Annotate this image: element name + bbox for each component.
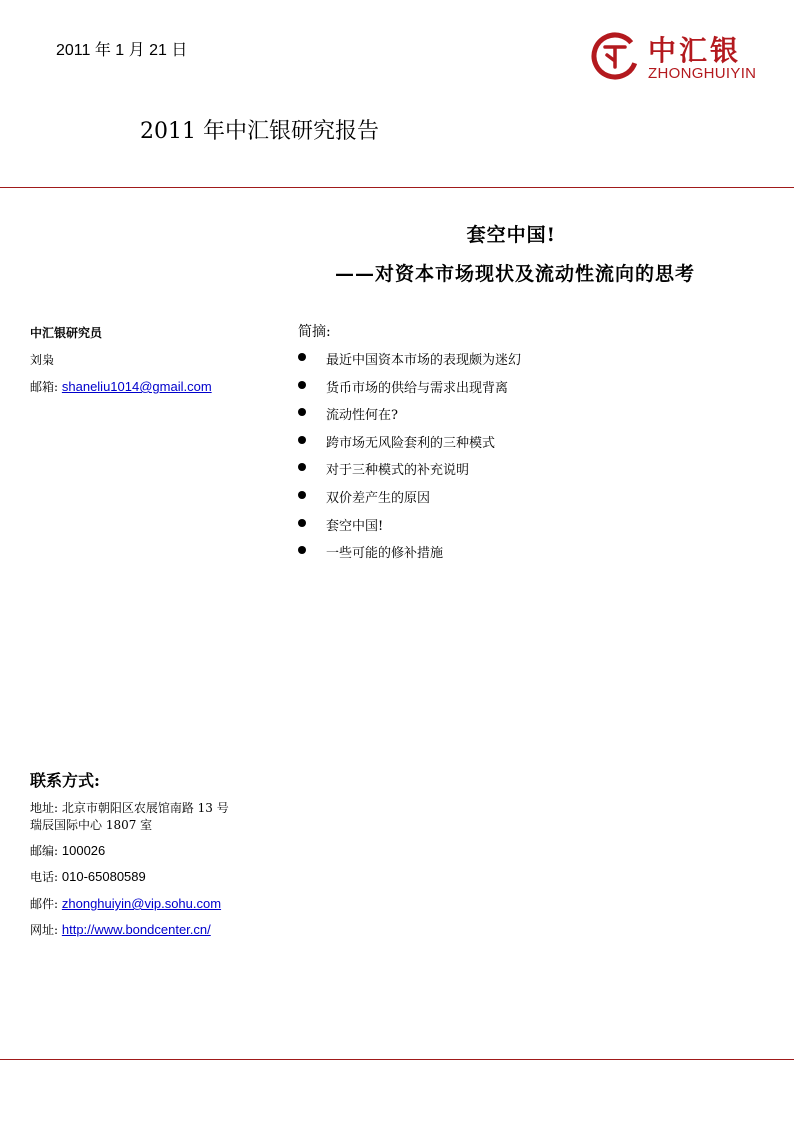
- web-label: 网址:: [30, 923, 59, 937]
- author-email-row: [30, 378, 212, 395]
- abstract-item-text: 货币市场的供给与需求出现背离: [326, 380, 509, 396]
- zip-value: 100026: [61, 843, 106, 858]
- bullet-icon: [298, 463, 306, 471]
- abstract-item-text: 一些可能的修补措施: [326, 546, 444, 562]
- abstract-item-text: 对于三种模式的补充说明: [326, 463, 470, 479]
- abstract-label: 简摘:: [298, 324, 331, 340]
- author-organization: 中汇银研究员: [30, 326, 103, 340]
- author-name: 刘枭: [30, 353, 55, 367]
- zip-label: 邮编:: [30, 844, 59, 858]
- abstract-item: [298, 377, 521, 405]
- abstract-item: [298, 542, 521, 570]
- phone-label: 电话:: [30, 870, 59, 884]
- abstract-item: [298, 459, 521, 487]
- abstract-item-text: 流动性何在?: [326, 408, 398, 424]
- report-date: 2011 年 1 月 21 日: [56, 42, 188, 59]
- bullet-icon: [298, 491, 306, 499]
- contact-phone-row: [30, 868, 146, 885]
- abstract-item-text: 套空中国!: [326, 518, 384, 534]
- contact-address-line2: 瑞辰国际中心 1807 室: [30, 818, 153, 832]
- contact-web-row: [30, 921, 211, 938]
- contact-heading: 联系方式:: [30, 771, 100, 790]
- bullet-icon: [298, 546, 306, 554]
- abstract-item: [298, 349, 521, 377]
- abstract-item-text: 跨市场无风险套利的三种模式: [326, 435, 496, 451]
- abstract-item-text: 最近中国资本市场的表现颇为迷幻: [326, 353, 522, 368]
- contact-email-label: 邮件:: [30, 897, 59, 911]
- report-series-title: 2011 年中汇银研究报告: [140, 119, 379, 144]
- bullet-icon: [298, 436, 306, 444]
- abstract-list: [298, 349, 521, 570]
- abstract-item: [298, 515, 521, 543]
- author-email-label: 邮箱:: [30, 380, 59, 394]
- contact-address-line1: 地址: 北京市朝阳区农展馆南路 13 号: [30, 801, 229, 815]
- contact-zip-row: [30, 842, 105, 859]
- author-email-link[interactable]: shaneliu1014@gmail.com: [61, 379, 212, 394]
- abstract-item: [298, 432, 521, 460]
- abstract-item: [298, 404, 521, 432]
- bullet-icon: [298, 353, 306, 361]
- abstract-item: [298, 487, 521, 515]
- logo-english-name: ZHONGHUIYIN: [648, 65, 757, 82]
- header-divider: [0, 187, 794, 188]
- zhonghuiyin-logo-icon: [590, 31, 640, 81]
- company-logo: [590, 27, 760, 85]
- contact-email-link[interactable]: zhonghuiyin@vip.sohu.com: [61, 896, 222, 911]
- website-link[interactable]: http://www.bondcenter.cn/: [61, 922, 211, 937]
- footer-divider: [0, 1059, 794, 1060]
- abstract-item-text: 双价差产生的原因: [326, 490, 431, 506]
- logo-chinese-name: 中汇银: [648, 34, 742, 67]
- phone-value: 010-65080589: [61, 869, 146, 884]
- bullet-icon: [298, 408, 306, 416]
- bullet-icon: [298, 381, 306, 389]
- bullet-icon: [298, 519, 306, 527]
- document-title: 套空中国!: [466, 224, 556, 246]
- document-subtitle: ——对资本市场现状及流动性流向的思考: [334, 263, 695, 285]
- contact-email-row: [30, 895, 221, 912]
